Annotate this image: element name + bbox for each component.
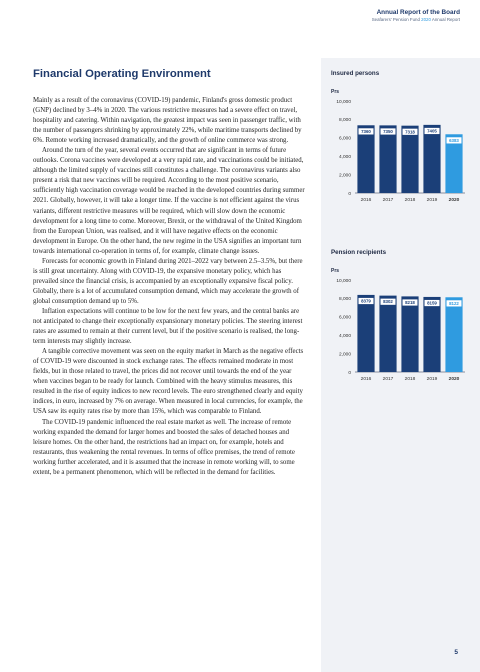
x-tick-label: 2020 [448,377,460,382]
x-tick-label: 2019 [426,198,438,203]
report-subtitle-year: 2020 [421,17,431,22]
x-tick-label: 2018 [404,377,416,382]
data-label: 7350 [383,128,393,134]
page-title: Financial Operating Environment [33,68,211,80]
paragraph: Forecasts for economic growth in Finland during 2021–2022 vary between 2.5–3.5%, but there is still great uncertainty. Along with COVID-19, the expansive monetary policy, which has prevailed since the financial crisis, is accompanied by an exceptionally expansive fiscal policy. Globally, there is a lot of accumulated consumption demand, which may accelerate the growth of global consumption demand up to 5%. [33,257,303,305]
data-label: 6383 [449,137,459,143]
paragraph: Around the turn of the year, several events occurred that are significant in terms of future outlooks. Corona vaccines were developed at a very rapid rate, and vaccinations could be initiated, although the limited supply of vaccines still constitutes a challenge. The coronavirus variants also present a risk that new vaccines will be required. According to the most positive scenario, sufficiently high vaccination coverage would be reached in the developed countries during summer 2021. Globally, however, it will take a longer time. If the vaccine is not efficient against the virus variants, different restrictive measures will be required, which will slow down the economic development for a long time to come. Moreover, Brexit, or the withdrawal of the United Kingdom from the European Union, was realised, and it will have negative effects on the economic development in Europe. On the other hand, the new regime in the USA signifies an important turn towards international co-operation in terms of, for example, climate change issues. [33,147,305,255]
x-tick-label: 2017 [382,377,394,382]
report-title: Annual Report of the Board [376,9,460,16]
bar-2017 [379,296,396,372]
bar-chart-insured-persons [325,96,475,216]
y-tick-label: 4,000 [338,155,351,160]
data-label: 8218 [405,299,415,305]
chart-unit-pension-recipients: Prs [331,268,340,274]
y-tick-label: 8,000 [338,118,351,124]
bar-2016 [357,125,374,193]
bar-2019 [423,297,440,372]
x-tick-label: 2019 [426,377,438,382]
bar-2017 [379,125,396,193]
page-number: 5 [454,649,458,656]
y-tick-label: 2,000 [338,352,351,358]
x-tick-label: 2016 [360,198,372,203]
y-tick-label: 4,000 [338,334,351,339]
y-tick-label: 6,000 [338,315,351,321]
chart-title-pension-recipients: Pension recipients [331,249,387,256]
x-tick-label: 2020 [448,198,460,203]
data-label: 8379 [361,298,371,304]
paragraph: The COVID-19 pandemic influenced the real estate market as well. The increase of remote working expanded the demand for larger homes and boosted the sales of detached houses and leisure homes. On the other hand, the restrictions had an impact on, for example, hotels and restaurants, thus weakening the rental revenues. In terms of office premises, the trend of remote working further accelerated, and it is assumed that the increase in remote working will, to some extent, be a permanent phenomenon, which will be reflected in the demand for facilities. [33,418,295,476]
paragraph: Mainly as a result of the coronavirus (COVID-19) pandemic, Finland's gross domestic product (GNP) declined by 3–4% in 2020. The various restrictive measures had a severe effect on travel, hospitality and catering. Within navigation, the greatest impact was seen in passenger traffic, with the number of passengers shrinking by approximately 22%, while maritime transports declined by 6%. Remote working increased dramatically, and the growth of online commerce was strong. [33,97,302,145]
y-tick-label: 2,000 [338,173,351,179]
bar-2019 [423,125,440,193]
data-label: 8122 [449,300,459,306]
y-tick-label: 6,000 [338,136,351,142]
data-label: 8159 [427,300,437,306]
x-tick-label: 2016 [360,377,372,382]
y-tick-label: 0 [348,191,351,197]
y-tick-label: 10,000 [336,99,351,105]
x-tick-label: 2017 [382,198,394,203]
report-header [372,9,460,23]
data-label: 7360 [361,128,371,134]
article-body [33,96,305,478]
bar-2016 [357,295,374,372]
y-tick-label: 0 [348,370,351,376]
report-subtitle [372,17,460,23]
report-subtitle-prefix: Seafarers' Pension Fund [371,17,422,22]
bar-2018 [401,126,418,193]
data-label: 8302 [383,299,393,305]
paragraph: A tangible corrective movement was seen on the equity market in March as the negative effects of COVID-19 were discounted in stock exchange rates. The effects remained moderate in most fields, but in those related to travel, the prices did not recover until towards the end of the year when vaccines began to be ready for launch. Combined with the heavy stimulus measures, this resulted in the rise of equity indices to new record levels. The euro strengthened clearly and equity indices, in euro, increased by 7% on average. When measured in local currencies, for example, the USA saw its equity rates rise by more than 15%, which was comparable to Finland. [33,348,304,416]
report-subtitle-suffix: Annual Report [430,17,460,22]
chart-unit-insured-persons: Prs [331,89,340,95]
chart-title-insured-persons: Insured persons [331,70,380,77]
data-label: 7318 [405,129,415,135]
bar-2018 [401,296,418,372]
x-tick-label: 2018 [404,198,416,203]
paragraph: Inflation expectations will continue to be low for the next few years, and the central banks are not anticipated to change their exceptionally expansionary monetary policies. The steering interest rates are assumed to remain at their current level, but if the positive scenario is realised, the long-term interests may slightly increase. [33,307,303,346]
y-tick-label: 8,000 [338,297,351,303]
bar-chart-pension-recipients [325,275,475,395]
data-label: 7405 [427,128,437,134]
y-tick-label: 10,000 [336,278,351,284]
bar-2020 [445,297,462,372]
